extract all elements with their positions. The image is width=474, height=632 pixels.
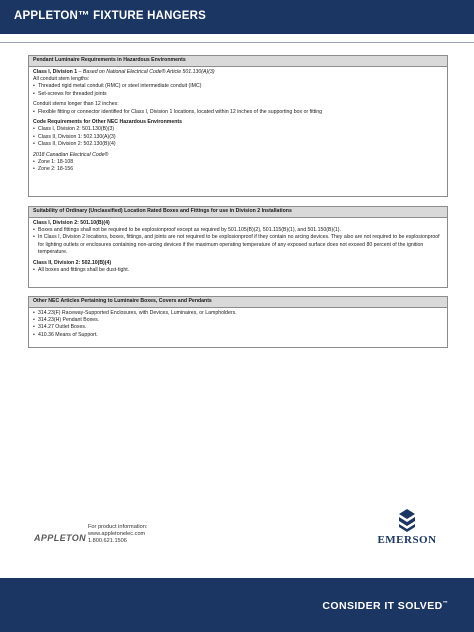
footer-band: [0, 578, 474, 632]
info-label: For product information:: [88, 524, 148, 530]
list-item: • Threaded rigid metal conduit (RMC) or steel intermediate conduit (IMC): [33, 83, 202, 90]
list-item: • 410.36 Means of Support.: [33, 331, 98, 338]
panel-heading: Suitability of Ordinary (Unclassified) Location Rated Boxes and Fittings for use in Division 2 Installations: [29, 207, 447, 218]
panel-heading: Pendant Luminaire Requirements in Hazardous Environments: [29, 56, 447, 67]
list-item: • Class II, Division 2: 502.130(B)(4): [33, 141, 116, 148]
phone-number: 1.800.621.1506: [88, 538, 127, 545]
website-link[interactable]: www.appletonelec.com: [88, 531, 146, 538]
list-item: • Flexible fitting or connector identified for Class I, Division 1 locations, located within 12 inches of the supporting box or fitting: [33, 108, 323, 115]
class1-div2-heading: Class I, Division 2: 501.10(B)(4): [33, 219, 110, 226]
appleton-logo: APPLETON: [34, 533, 87, 543]
ordinary-location-panel: [28, 206, 448, 288]
list-item: • 314.27 Outlet Boxes.: [33, 324, 87, 331]
page-header: [0, 0, 474, 34]
panel-heading: Other NEC Articles Pertaining to Luminaire Boxes, Covers and Pendants: [29, 297, 447, 308]
product-contact-info: [88, 524, 147, 546]
class2-div2-heading: Class II, Division 2: 502.10(B)(4): [33, 259, 112, 266]
list-item: • Set-screws for threaded joints: [33, 90, 107, 97]
pendant-requirements-panel: [28, 55, 448, 197]
document-title: APPLETON™ FIXTURE HANGERS: [14, 10, 206, 22]
list-item: • Zone 1: 18-108: [33, 158, 74, 165]
list-item: • Class II, Division 1: 502.130(A)(3): [33, 133, 116, 140]
other-nec-articles-panel: [28, 296, 448, 348]
list-item: • Boxes and fittings shall not be required to be explosionproof except as required by 501.105(B)(2), 501.115(B)(1), and 501.150(B)(1).: [33, 226, 341, 233]
conduit-intro: All conduit stem lengths:: [33, 75, 90, 82]
emerson-logo: [362, 508, 452, 546]
emerson-wordmark: EMERSON: [377, 534, 437, 546]
list-item: • Class I, Division 2: 501.130(B)(3): [33, 126, 115, 133]
long-stem-intro: Conduit stems longer than 12 inches:: [33, 101, 119, 108]
emerson-mark-icon: [396, 508, 418, 532]
list-item: • In Class I, Division 2 locations, boxes, fittings, and joints are not required to be explosionproof if they contain no arcing devices. They also are not required to be explosionproof for lighting outlets or enclosures containing non-arcing devices if the maximum operating temperature of any exposed surface does not exceed 80 percent of the ignition temperature.: [33, 234, 440, 256]
code-requirements-heading: Code Requirements for Other NEC Hazardous Environments: [33, 118, 183, 125]
list-item: • 314.23(F) Raceway-Supported Enclosures, with Devices, Luminaires, or Lampholders.: [33, 309, 237, 316]
list-item: • 314.23(H) Pendant Boxes.: [33, 316, 100, 323]
list-item: • Zone 2: 18-156: [33, 166, 74, 173]
tagline: CONSIDER IT SOLVED™: [322, 600, 448, 612]
canadian-code-heading: 2018 Canadian Electrical Code®: [33, 151, 109, 158]
division1-heading: Class I, Division 1 – Based on National Electrical Code® Article 501.130(A)(3): [33, 68, 215, 75]
list-item: • All boxes and fittings shall be dust-tight.: [33, 266, 130, 273]
header-divider: [0, 42, 474, 43]
